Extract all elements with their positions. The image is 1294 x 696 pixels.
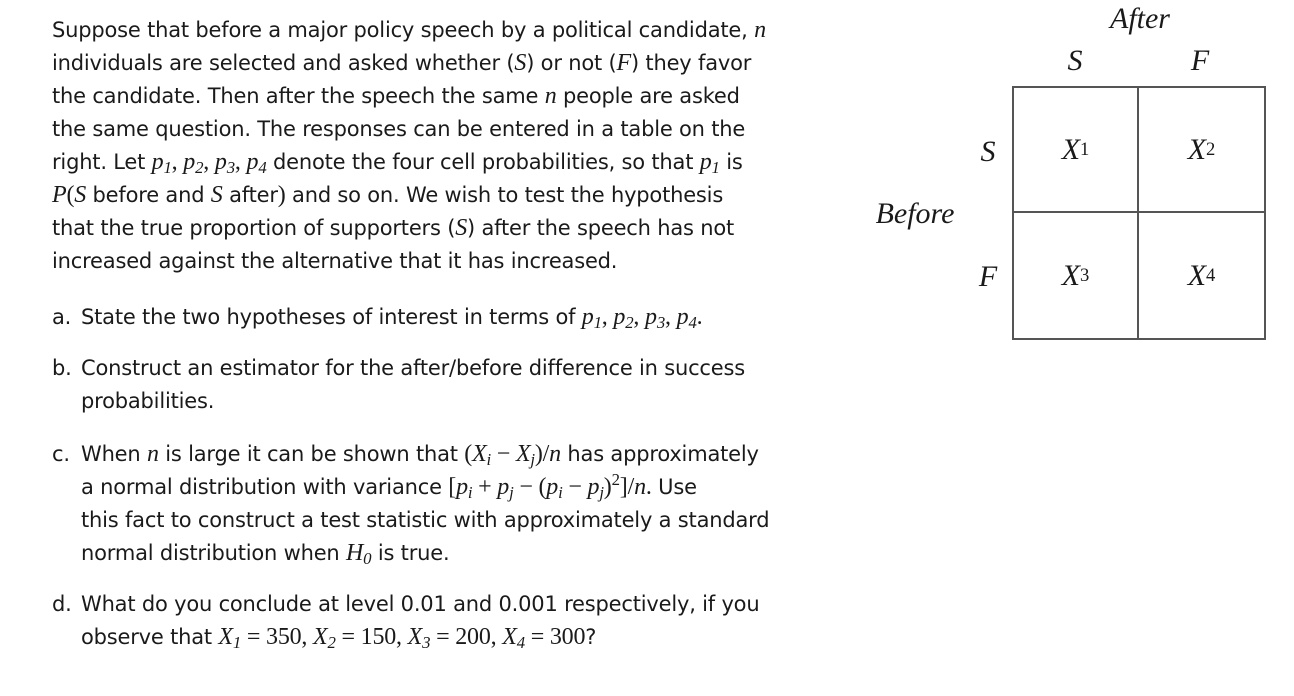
math-subscript: j bbox=[599, 483, 604, 503]
math-variable: $p_j$ bbox=[497, 474, 514, 503]
text-run: is bbox=[719, 150, 743, 174]
cell-x3-var: X bbox=[1061, 258, 1081, 292]
text-run: the same question. The responses can be entered in a table on the bbox=[52, 117, 746, 141]
math-symbol: ( bbox=[66, 182, 75, 208]
question-label: a. bbox=[52, 305, 72, 329]
problem-parts bbox=[52, 301, 812, 654]
math-symbol: = 150, bbox=[335, 624, 408, 650]
text-run: ) they favor bbox=[630, 51, 752, 75]
math-subscript: 2 bbox=[625, 313, 634, 333]
question-line bbox=[81, 352, 812, 385]
math-symbol: , bbox=[601, 304, 614, 330]
math-variable: $p_j$ bbox=[587, 474, 604, 503]
problem-text bbox=[52, 14, 812, 654]
math-variable: $p_i$ bbox=[456, 474, 473, 503]
question-part-c bbox=[52, 438, 812, 570]
intro-line bbox=[52, 14, 812, 47]
contingency-table bbox=[1012, 86, 1266, 340]
cell-x4-var: X bbox=[1187, 258, 1207, 292]
question-part-b bbox=[52, 352, 812, 418]
text-run: Use bbox=[651, 475, 697, 499]
math-variable: $X_1$ bbox=[218, 624, 242, 653]
math-variable: $X_2$ bbox=[313, 624, 336, 653]
intro-line bbox=[52, 146, 812, 179]
text-run: before and bbox=[86, 183, 211, 207]
text-run: is large it can be shown that bbox=[158, 442, 465, 466]
text-run: probabilities. bbox=[81, 389, 215, 413]
math-symbol: = 300 bbox=[524, 624, 586, 650]
text-run: Construct an estimator for the after/before difference in success bbox=[81, 356, 745, 380]
text-run: ) after the speech has not bbox=[467, 216, 735, 240]
math-subscript: 4 bbox=[516, 633, 525, 653]
intro-line bbox=[52, 212, 812, 245]
question-part-a bbox=[52, 301, 812, 334]
question-label: d. bbox=[52, 592, 72, 616]
cell-x1-var: X bbox=[1061, 132, 1081, 166]
question-line bbox=[81, 504, 812, 537]
math-subscript: 0 bbox=[363, 549, 372, 569]
math-variable: $X_i$ bbox=[472, 441, 491, 470]
intro-line bbox=[52, 47, 812, 80]
math-variable: $H_0$ bbox=[346, 540, 372, 569]
after-header: After bbox=[1110, 2, 1170, 35]
math-variable: $p_1$ bbox=[581, 304, 602, 333]
text-run: ) or not ( bbox=[526, 51, 617, 75]
math-subscript: j bbox=[530, 450, 535, 470]
text-run: is true. bbox=[371, 541, 450, 565]
math-variable: $X_4$ bbox=[502, 624, 525, 653]
cell-x2: X 2 bbox=[1139, 88, 1264, 213]
math-variable: $p_1$ bbox=[151, 149, 172, 178]
text-run: right. Let bbox=[52, 150, 152, 174]
math-subscript: j bbox=[509, 483, 514, 503]
math-symbol: )$^2$ bbox=[603, 469, 620, 500]
math-symbol: − bbox=[491, 441, 516, 467]
math-symbol: , bbox=[665, 304, 677, 330]
math-superscript: 2 bbox=[611, 469, 620, 489]
question-line bbox=[81, 301, 812, 334]
cell-x4: X 4 bbox=[1187, 258, 1216, 292]
math-symbol: [ bbox=[448, 474, 457, 500]
math-subscript: 4 bbox=[258, 158, 267, 178]
text-run: the candidate. Then after the speech the same bbox=[52, 84, 545, 108]
math-variable: $p_3$ bbox=[645, 304, 666, 333]
math-symbol: = 350, bbox=[241, 624, 314, 650]
math-symbol: , bbox=[633, 304, 646, 330]
math-subscript: 1 bbox=[232, 633, 242, 653]
question-line bbox=[81, 471, 812, 504]
math-symbol: . bbox=[696, 304, 703, 330]
math-variable: F bbox=[616, 50, 631, 76]
text-run: normal distribution when bbox=[81, 541, 346, 565]
math-subscript: i bbox=[467, 483, 473, 503]
math-symbol: . bbox=[645, 474, 652, 500]
text-run: has approximately bbox=[560, 442, 759, 466]
text-run: increased against the alternative that it has increased. bbox=[52, 249, 618, 273]
text-run: and so on. We wish to test the hypothesis bbox=[285, 183, 724, 207]
intro-line bbox=[52, 113, 812, 146]
math-variable: $X_3$ bbox=[407, 624, 431, 653]
question-line bbox=[81, 385, 812, 418]
math-subscript: 2 bbox=[327, 633, 336, 653]
math-subscript: 4 bbox=[688, 313, 697, 333]
math-subscript: 1 bbox=[593, 313, 602, 333]
math-variable: n bbox=[146, 441, 159, 467]
math-variable: n bbox=[544, 83, 557, 109]
math-symbol: , bbox=[171, 149, 184, 175]
text-run: State the two hypotheses of interest in terms of bbox=[81, 305, 582, 329]
math-variable: n bbox=[549, 441, 561, 467]
math-variable: $X_j$ bbox=[515, 441, 535, 470]
math-variable: $p_4$ bbox=[246, 149, 267, 178]
question-line bbox=[81, 537, 812, 570]
text-run: What do you conclude at level 0.01 and 0.001 respectively, if you bbox=[81, 592, 760, 616]
text-run: When bbox=[81, 442, 147, 466]
contingency-table-figure bbox=[860, 0, 1280, 360]
text-run: a normal distribution with variance bbox=[81, 475, 449, 499]
math-variable: S bbox=[514, 50, 527, 76]
math-variable: S bbox=[455, 215, 468, 241]
intro-line bbox=[52, 179, 812, 212]
problem-intro bbox=[52, 14, 812, 278]
math-variable: $p_2$ bbox=[183, 149, 204, 178]
question-line bbox=[81, 588, 812, 621]
col-label-s: S bbox=[1067, 44, 1083, 77]
math-symbol: − ( bbox=[513, 474, 547, 500]
text-run: denote the four cell probabilities, so that bbox=[266, 150, 700, 174]
math-symbol: ) bbox=[277, 182, 286, 208]
math-variable: n bbox=[634, 474, 646, 500]
math-symbol: ]/ bbox=[619, 474, 635, 500]
cell-x3: X 3 bbox=[1014, 213, 1139, 338]
text-run: ? bbox=[585, 625, 597, 649]
col-label-f: F bbox=[1190, 44, 1210, 77]
text-run: people are asked bbox=[556, 84, 740, 108]
text-run: after bbox=[222, 183, 278, 207]
question-label: b. bbox=[52, 356, 72, 380]
math-variable: n bbox=[754, 17, 766, 43]
math-variable: S bbox=[74, 182, 87, 208]
math-symbol: , bbox=[203, 149, 215, 175]
text-run: individuals are selected and asked whether ( bbox=[52, 51, 515, 75]
math-subscript: 3 bbox=[656, 313, 666, 333]
math-symbol: , bbox=[234, 149, 247, 175]
math-subscript: i bbox=[486, 450, 491, 470]
before-header: Before bbox=[875, 197, 955, 230]
math-symbol: = 200, bbox=[430, 624, 503, 650]
math-subscript: i bbox=[558, 483, 563, 503]
math-variable: $p_1$ bbox=[699, 149, 720, 178]
math-variable: P bbox=[52, 182, 67, 208]
math-subscript: 3 bbox=[422, 633, 431, 653]
math-symbol: + bbox=[472, 474, 498, 500]
text-run: that the true proportion of supporters ( bbox=[52, 216, 456, 240]
question-label: c. bbox=[52, 442, 70, 466]
math-variable: $p_4$ bbox=[676, 304, 697, 333]
intro-line bbox=[52, 80, 812, 113]
text-run: observe that bbox=[81, 625, 219, 649]
math-subscript: 1 bbox=[163, 158, 172, 178]
text-run: Suppose that before a major policy speech by a political candidate, bbox=[52, 18, 755, 42]
question-line bbox=[81, 621, 812, 654]
math-variable: S bbox=[210, 182, 223, 208]
math-subscript: 2 bbox=[195, 158, 204, 178]
math-subscript: 1 bbox=[711, 158, 720, 178]
math-symbol: )/ bbox=[534, 441, 550, 467]
row-label-f: F bbox=[978, 260, 998, 293]
math-variable: $p_i$ bbox=[546, 474, 563, 503]
math-variable: $p_3$ bbox=[214, 149, 235, 178]
math-variable: $p_2$ bbox=[613, 304, 634, 333]
cell-x1: X 1 bbox=[1014, 88, 1139, 213]
question-line bbox=[81, 438, 812, 471]
question-part-d bbox=[52, 588, 812, 654]
math-subscript: 3 bbox=[226, 158, 235, 178]
cell-x2-var: X bbox=[1187, 132, 1207, 166]
math-symbol: − bbox=[562, 474, 588, 500]
text-run: this fact to construct a test statistic with approximately a standard bbox=[81, 508, 770, 532]
intro-line bbox=[52, 245, 812, 278]
math-symbol: ( bbox=[464, 441, 473, 467]
row-label-s: S bbox=[980, 135, 996, 168]
